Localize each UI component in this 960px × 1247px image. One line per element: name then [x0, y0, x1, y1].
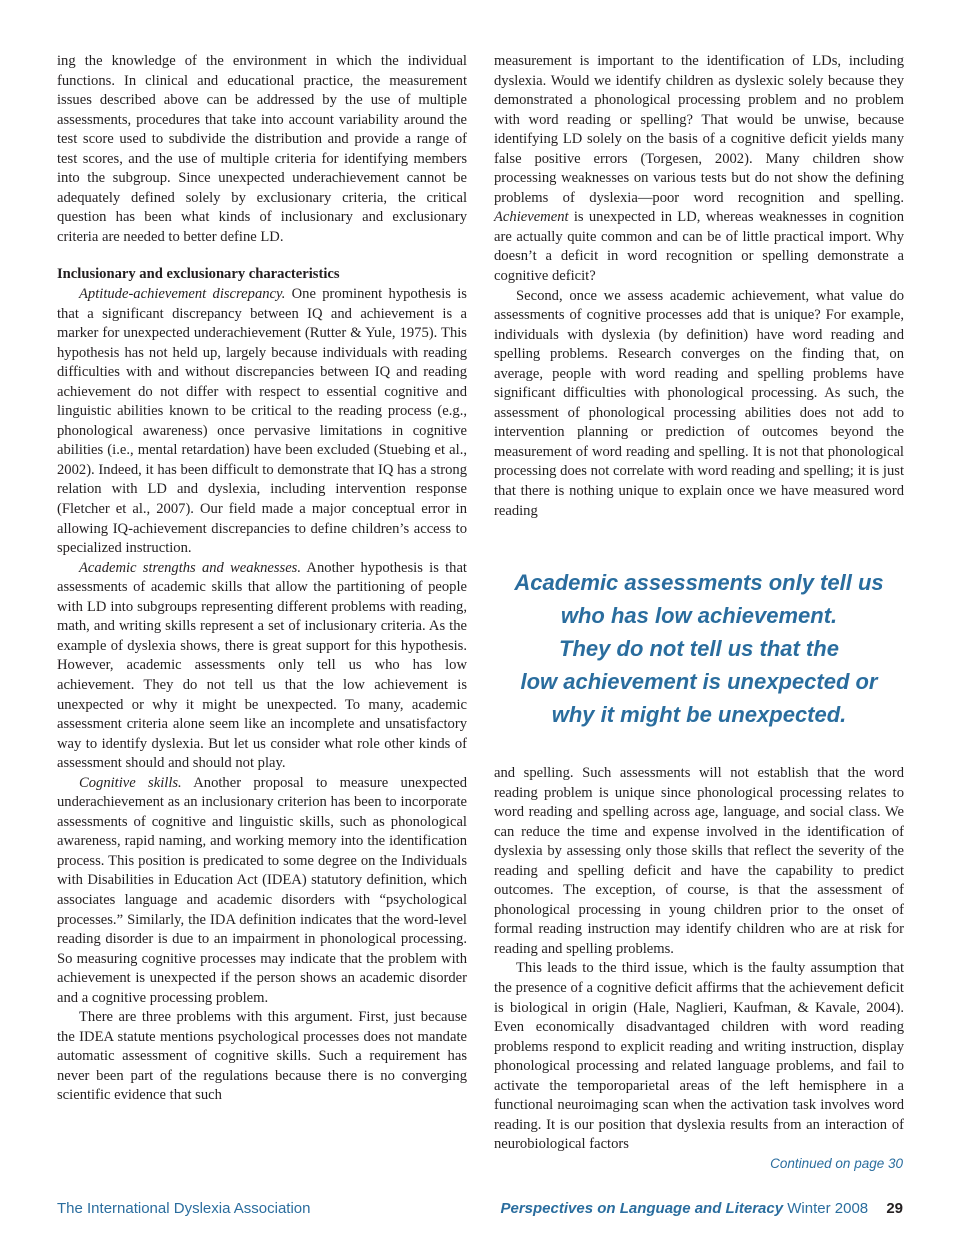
right-column-top	[494, 52, 904, 521]
emphasis: Achievement	[494, 209, 569, 226]
pull-quote-line: why it might be unexpected.	[551, 702, 847, 727]
right-column-bottom	[494, 764, 904, 1155]
paragraph: and spelling. Such assessments will not establish that the word reading problem is unique since phonological processing relates to word reading and spelling across age, language, and social class. We can reduce the time and expense involved in the identification of dyslexia by assessing only those skills that reflect the severity of the reading and spelling deficit and have the capability to predict outcomes. The exception, of course, is that the assessment of phonological processing in young children prior to the onset of formal reading instruction may identify children who are at risk for reading and spelling problems.	[494, 765, 904, 957]
footer-journal-title: Perspectives on Language and Literacy	[500, 1200, 784, 1217]
subheading: Aptitude-achievement discrepancy.	[79, 286, 286, 303]
paragraph: ing the knowledge of the environment in which the individual functions. In clinical and educational practice, the measurement issues described above can be addressed by the use of multiple assessments, procedures that take into account variability around the test score used to subdivide the distribution and provide a range of test scores, and the use of multiple criteria for identifying members into the subgroup. Since unexpected underachievement cannot be adequately defined solely by exclusionary criteria, the critical question has been what kinds of inclusionary and exclusionary criteria are needed to better define LD.	[57, 53, 467, 245]
paragraph-text: Another proposal to measure unexpected underachievement as an inclusionary criterion has been to incorporate assessments of cognitive and linguistic skills, such as phonological awareness, rapid naming, and working memory into the identification process. This position is predicated to some degree on the Individuals with Disabilities in Education Act (IDEA) statutory definition, which associates language and academic disorders with “psychological processes.” Similarly, the IDA definition indicates that the word-level reading disorder is due to an impairment in phonological processing. So measuring cognitive processes may indicate that the problem with achievement is unexpected if the person shows an academic disorder and a cognitive processing problem.	[57, 774, 468, 1006]
pull-quote	[494, 566, 904, 731]
paragraph	[494, 52, 904, 287]
paragraph	[57, 285, 467, 559]
continued-note: Continued on page 30	[770, 1156, 903, 1171]
pull-quote-line: Academic assessments only tell us	[514, 570, 884, 595]
paragraph-text: measurement is important to the identification of LDs, including dyslexia. Would we identify children as dyslexic solely because they demonstrated a phonological processing problem and no problem with word reading or spelling? That would be unwise, because identifying LD solely on the basis of a cognitive deficit yields many false positive errors (Torgesen, 2002). Many children show processing weaknesses on various tests but do not show the defining problems of dyslexia—poor word recognition and spelling.	[494, 53, 904, 206]
page-footer	[57, 1200, 903, 1222]
paragraph: There are three problems with this argument. First, just because the IDEA statute mentions psychological processes does not mandate automatic assessment of cognitive skills. Such a requirement has never been part of the regulations because there is no converging scientific evidence that such	[57, 1009, 467, 1104]
section-heading: Inclusionary and exclusionary characteristics	[57, 266, 340, 283]
subheading: Academic strengths and weaknesses.	[79, 559, 302, 576]
footer-journal-info	[500, 1200, 903, 1217]
pull-quote-line: who has low achievement.	[560, 603, 838, 628]
subheading: Cognitive skills.	[79, 774, 182, 791]
paragraph	[57, 774, 467, 1009]
pull-quote-line: low achievement is unexpected or	[520, 669, 878, 694]
page-number: 29	[886, 1200, 903, 1217]
footer-organization: The International Dyslexia Association	[57, 1200, 311, 1217]
left-column	[57, 52, 467, 1106]
footer-issue: Winter 2008	[787, 1200, 869, 1217]
paragraph: This leads to the third issue, which is the faulty assumption that the presence of a cognitive deficit affirms that the achievement deficit is biological in origin (Hale, Naglieri, Kaufman, & Kavale, 2004). Even economically disadvantaged children with word reading problems respond to explicit reading and writing instruction, display phonological processing and related language problems, and fail to activate the temporoparietal areas of the left hemisphere in a functional neuroimaging scan when the activation task involves word reading. It is our position that dyslexia results from an interaction of neurobiological factors	[494, 960, 904, 1153]
pull-quote-line: They do not tell us that the	[559, 636, 839, 661]
paragraph: Second, once we assess academic achievement, what value do assessments of cognitive processes add that is unique? For example, individuals with dyslexia (by definition) have word reading and spelling problems. Research converges on the finding that, on average, people with word reading and spelling problems have significant difficulties with phonological processing. As such, the assessment of phonological processing abilities does not add to intervention planning or prediction of outcomes beyond the measurement of word reading and spelling. It is not that phonological processing does not correlate with word reading and spelling; it is just that there is nothing unique to explain once we have measured word reading	[494, 287, 904, 519]
paragraph	[57, 559, 467, 774]
paragraph-text: One prominent hypothesis is that a significant discrepancy between IQ and achievement is a marker for unexpected underachievement (Rutter & Yule, 1975). This hypothesis has not held up, largely because individuals with reading difficulties with and without discrepancies between IQ and reading achievement do not differ with respect to essential cognitive and linguistic abilities known to be critical to the reading process (e.g., phonological awareness) once pervasive limitations in cognitive abilities (i.e., mental retardation) have been excluded (Stuebing et al., 2002). Indeed, it has been difficult to demonstrate that IQ has a strong relation with LD and dyslexia, including intervention response (Fletcher et al., 2007). Our field made a major conceptual error in allowing IQ-achievement discrepancies to define children’s access to specialized instruction.	[57, 286, 467, 557]
paragraph-text: Another hypothesis is that assessments of academic skills that allow the partitioning of people with LD into subgroups representing different problems with reading, math, and writing skills represent a set of inclusionary criteria. As the example of dyslexia shows, there is great support for this hypothesis. However, academic assessments only tell us who has low achievement. They do not tell us that the low achievement is unexpected or why it might be unexpected. To many, academic assessment criteria alone seem like an incomplete and unsatisfactory way to identify dyslexia. But let us consider what role other kinds of assessment should and should not play.	[57, 559, 467, 772]
paragraph-text: is unexpected in LD, whereas weaknesses in cognition are actually quite common and can be of little practical import. Why doesn’t a deficit in word recognition or spelling demonstrate a cognitive deficit?	[494, 209, 904, 285]
